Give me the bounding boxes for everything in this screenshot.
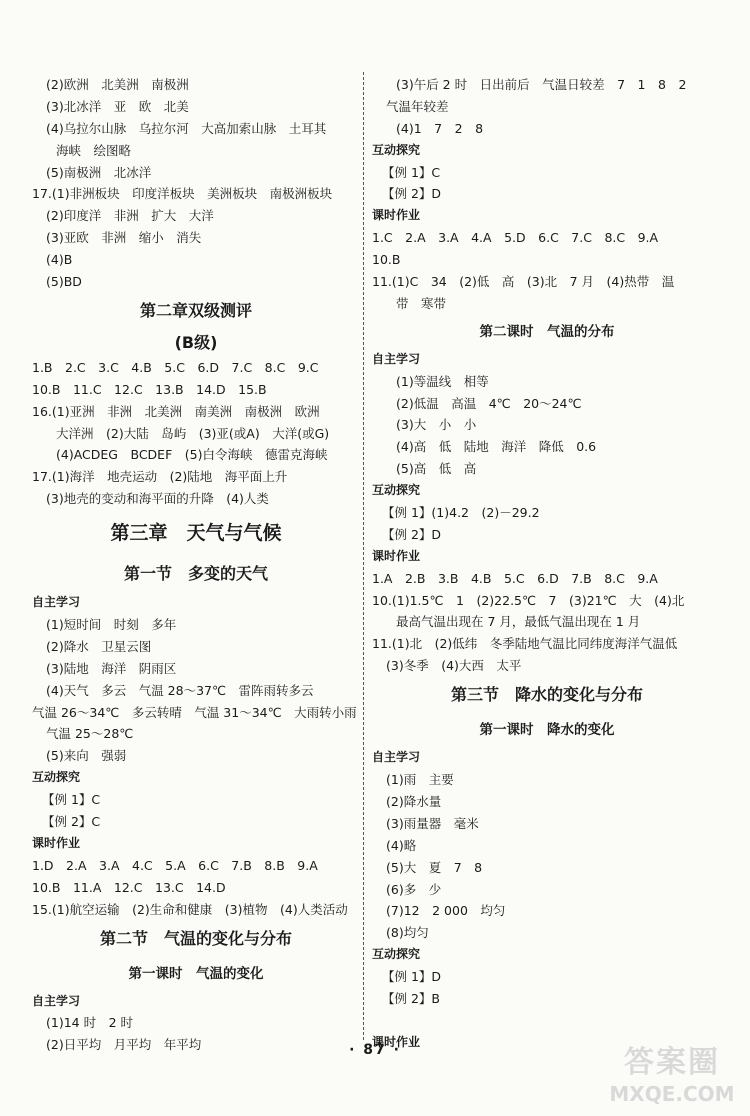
- answer-line: (3)北冰洋 亚 欧 北美: [46, 98, 189, 114]
- answer-line: 10.B 11.A 12.C 13.C 14.D: [32, 879, 226, 895]
- answer-line: 10.B: [372, 252, 401, 268]
- answer-line: 【例 2】D: [382, 186, 442, 202]
- spacer: [372, 1010, 722, 1032]
- answer-line: 1.C 2.A 3.A 4.A 5.D 6.C 7.C 8.C 9.A: [372, 230, 659, 246]
- answer-line: 11.(1)C 34 (2)低 高 (3)北 7 月 (4)热带 温: [372, 274, 675, 290]
- answer-line: 11.(1)北 (2)低纬 冬季陆地气温比同纬度海洋气温低: [372, 636, 678, 652]
- answer-line: 17.(1)非洲板块 印度洋板块 美洲板块 南极洲板块: [32, 186, 333, 202]
- right-column: [372, 74, 722, 1054]
- watermark-text-cn: 答案圈: [624, 1045, 720, 1080]
- section-label: 自主学习: [372, 750, 421, 765]
- answer-line: 最高气温出现在 7 月，最低气温出现在 1 月: [396, 614, 641, 630]
- answer-line: (7)12 2 000 均匀: [386, 903, 506, 919]
- answer-line: 气温 26～34℃ 多云转晴 气温 31～34℃ 大雨转小雨: [32, 704, 357, 720]
- answer-line: (6)多 少: [386, 881, 442, 897]
- section-label: 互动探究: [372, 142, 421, 157]
- answer-line: 【例 1】C: [42, 792, 101, 808]
- section-heading: 第三节 降水的变化与分布: [450, 685, 643, 705]
- answer-line: (2)降水量: [386, 793, 442, 809]
- answer-line: 海峡 绘图略: [56, 142, 132, 158]
- answer-line: (3)午后 2 时 日出前后 气温日较差 7 1 8 2: [396, 77, 687, 92]
- section-label: 自主学习: [32, 993, 81, 1008]
- answer-line: 气温 25～28℃: [46, 726, 134, 742]
- answer-line: (3)陆地 海洋 阴雨区: [46, 660, 177, 676]
- section-heading: (B级): [174, 332, 218, 352]
- answer-line: 【例 1】(1)4.2 (2)－29.2: [382, 505, 540, 521]
- answer-line: 【例 2】D: [382, 526, 442, 542]
- answer-line: (4)乌拉尔山脉 乌拉尔河 大高加索山脉 土耳其: [46, 120, 327, 136]
- section-label: 课时作业: [372, 1034, 421, 1049]
- section-label: 自主学习: [32, 595, 81, 610]
- answer-line: (5)高 低 高: [396, 461, 477, 477]
- answer-line: (2)日平均 月平均 年平均: [46, 1037, 202, 1053]
- answer-line: 【例 1】D: [382, 969, 442, 985]
- left-column: [32, 74, 360, 1056]
- answer-line: (4)高 低 陆地 海洋 降低 0.6: [396, 439, 597, 455]
- watermark-text-en: MXQE.COM: [609, 1082, 735, 1106]
- answer-line: (1)14 时 2 时: [46, 1015, 134, 1031]
- answer-line: (1)短时间 时刻 多年: [46, 617, 177, 633]
- watermark-logo: [602, 1044, 742, 1110]
- column-divider: [363, 72, 364, 1040]
- section-heading: 第一课时 气温的变化: [128, 965, 264, 982]
- answer-line: (4)ACDEG BCDEF (5)白令海峡 德雷克海峡: [56, 447, 328, 463]
- answer-line: 【例 2】C: [42, 814, 101, 830]
- section-label: 互动探究: [372, 947, 421, 962]
- section-heading: 第二章双级测评: [139, 300, 252, 320]
- answer-line: (4)1 7 2 8: [396, 120, 484, 136]
- answer-line: 1.A 2.B 3.B 4.B 5.C 6.D 7.B 8.C 9.A: [372, 570, 658, 586]
- answer-line: 大洋洲 (2)大陆 岛屿 (3)亚(或A) 大洋(或G): [56, 425, 330, 441]
- answer-line: 1.B 2.C 3.C 4.B 5.C 6.D 7.C 8.C 9.C: [32, 359, 319, 375]
- answer-line: (4)略: [386, 837, 417, 853]
- answer-line: 带 寒带: [396, 295, 447, 311]
- answer-line: 【例 1】C: [382, 164, 441, 180]
- answer-line: 15.(1)航空运输 (2)生命和健康 (3)植物 (4)人类活动: [32, 901, 348, 917]
- answer-line: (3)地壳的变动和海平面的升降 (4)人类: [46, 491, 269, 507]
- answer-line: (5)BD: [46, 274, 82, 290]
- section-heading: 第二节 气温的变化与分布: [99, 928, 292, 948]
- answer-line: (8)均匀: [386, 925, 429, 941]
- answer-line: (3)大 小 小: [396, 417, 477, 433]
- answer-line: (5)来向 强弱: [46, 748, 127, 764]
- answer-line: 17.(1)海洋 地壳运动 (2)陆地 海平面上升: [32, 469, 288, 485]
- answer-line: 【例 2】B: [382, 990, 441, 1006]
- section-label: 课时作业: [372, 208, 421, 223]
- answer-line: 10.(1)1.5℃ 1 (2)22.5℃ 7 (3)21℃ 大 (4)北: [372, 592, 685, 608]
- section-heading: 第一课时 降水的变化: [479, 722, 615, 739]
- section-label: 自主学习: [372, 351, 421, 366]
- answer-line: (2)印度洋 非洲 扩大 大洋: [46, 208, 214, 224]
- answer-line: (5)南极洲 北冰洋: [46, 164, 152, 180]
- answer-line: (1)等温线 相等: [396, 373, 489, 389]
- section-label: 课时作业: [32, 835, 81, 850]
- answer-line: (3)冬季 (4)大西 太平: [386, 658, 522, 674]
- section-label: 互动探究: [32, 770, 81, 785]
- answer-line: (3)亚欧 非洲 缩小 消失: [46, 230, 202, 246]
- answer-line: (1)雨 主要: [386, 772, 454, 788]
- answer-line: (2)低温 高温 4℃ 20～24℃: [396, 395, 582, 411]
- answer-line: (2)降水 卫星云图: [46, 638, 152, 654]
- section-heading: 第二课时 气温的分布: [479, 323, 615, 340]
- answer-line: (4)B: [46, 252, 73, 268]
- answer-line: 1.D 2.A 3.A 4.C 5.A 6.C 7.B 8.B 9.A: [32, 857, 318, 873]
- answer-line: (3)雨量器 毫米: [386, 815, 479, 831]
- section-heading: 第一节 多变的天气: [123, 564, 268, 584]
- section-heading: 第三章 天气与气候: [110, 522, 282, 545]
- answer-line: 16.(1)亚洲 非洲 北美洲 南美洲 南极洲 欧洲: [32, 403, 320, 419]
- section-label: 课时作业: [372, 548, 421, 563]
- answer-line: (4)天气 多云 气温 28～37℃ 雷阵雨转多云: [46, 682, 314, 698]
- answer-line: 气温年较差: [386, 98, 449, 114]
- page-number: · 87 ·: [349, 1042, 401, 1058]
- answer-line: (2)欧洲 北美洲 南极洲: [46, 77, 189, 92]
- answer-line: (5)大 夏 7 8: [386, 859, 483, 875]
- answer-line: 10.B 11.C 12.C 13.B 14.D 15.B: [32, 381, 267, 397]
- section-label: 互动探究: [372, 483, 421, 498]
